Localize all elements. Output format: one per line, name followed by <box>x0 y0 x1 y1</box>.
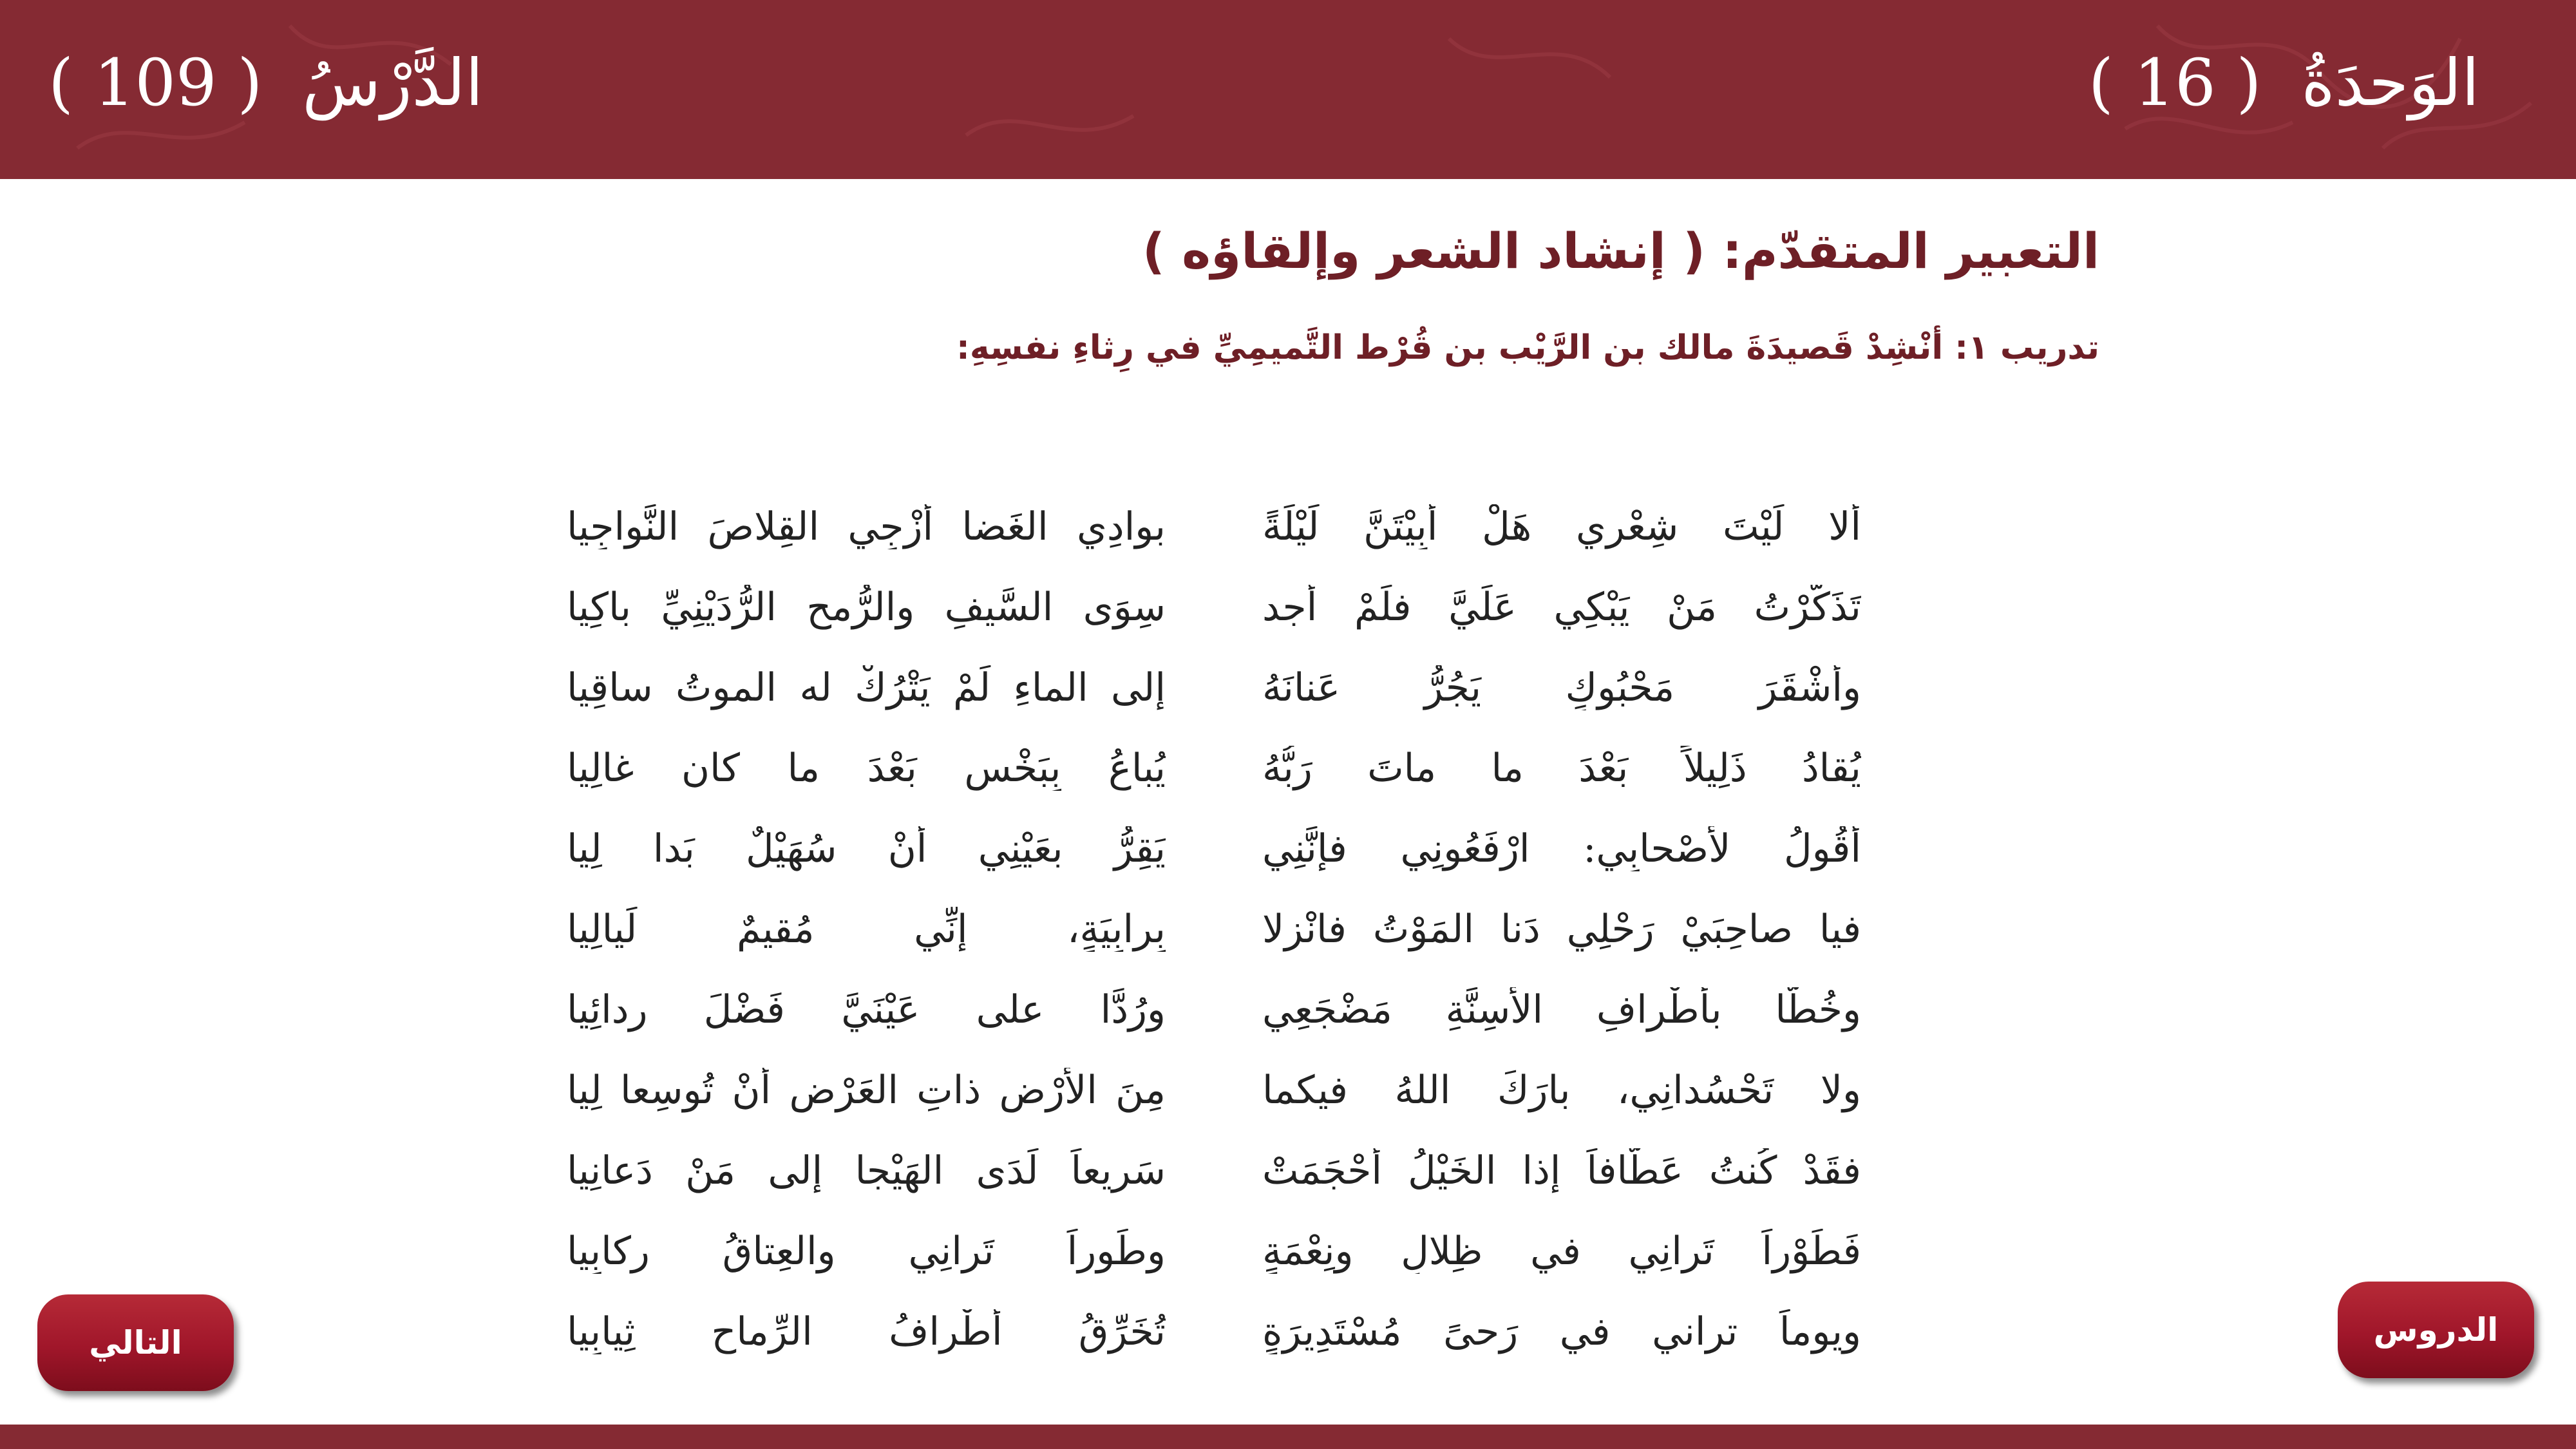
verse-row <box>567 728 1861 808</box>
verse-first-half: تَذَكَّرْتُ مَنْ يَبْكِي عَلَيَّ فلَمْ أجد <box>1262 584 1861 630</box>
verse-first-half: وخُطَّا بأَطْرافِ الأَسِنَّةِ مَضْجَعِي <box>1262 987 1861 1032</box>
page-title: التعبير المتقدّم: ( إنشاد الشعر وإلقاؤه ) <box>1142 222 2099 279</box>
verse-row <box>567 969 1861 1050</box>
verse-row <box>567 1130 1861 1211</box>
verse-row <box>567 486 1861 567</box>
lessons-button[interactable]: الدروس <box>2338 1282 2534 1378</box>
verse-second-half: يَقِرُّ بعَيْنِي أَنْ سُهَيْلٌ بَدا لِيا <box>567 826 1166 871</box>
verse-first-half: وأشْقَرَ مَحْبُوكٍ يَجُرُّ عَنانَهُ <box>1262 665 1861 710</box>
verse-row <box>567 647 1861 728</box>
header-bar <box>0 0 2576 179</box>
verse-first-half: يُقادُ ذَلِيلاً بَعْدَ ما ماتَ رَبُّهُ <box>1262 745 1861 791</box>
exercise-instruction: تدريب ١: أنْشِدْ قَصيدَةَ مالك بن الرَّيْب بن قُرْط التَّميمِيِّ في رِثاءِ نفسِهِ: <box>956 328 2099 367</box>
verse-row <box>567 1211 1861 1291</box>
verse-first-half: فَطَوْراً تَرانِي في ظِلالٍ ونِعْمَةٍ <box>1262 1228 1861 1274</box>
verse-second-half: تُخَرِّقُ أَطْرافُ الرِّماحِ ثِيابِيا <box>567 1309 1166 1354</box>
verse-second-half: إلى الماءِ لَمْ يَتْرُكْ له الموتُ ساقِيا <box>567 665 1166 710</box>
lesson-label: الدَّرْسُ <box>302 45 484 120</box>
verse-first-half: فيا صاحِبَيْ رَحْلِي دَنا المَوْتُ فانْزِلا <box>1262 906 1861 952</box>
verse-second-half: بِرابِيَةٍ، إنِّي مُقيمٌ لَيالِيا <box>567 906 1166 952</box>
poem <box>567 486 1861 1372</box>
verse-first-half: فقَدْ كُنتُ عَطَّافاً إذا الخَيْلُ أَحْجَمَتْ <box>1262 1148 1861 1193</box>
verse-row <box>567 889 1861 969</box>
verse-second-half: مِنَ الأَرْضِ ذاتِ العَرْضِ أنْ تُوسِعا لِيا <box>567 1067 1166 1113</box>
verse-second-half: ورُدَّا على عَيْنَيَّ فَضْلَ رِدائِيا <box>567 987 1166 1032</box>
verse-second-half: سَرِيعاً لَدَى الهَيْجا إلى مَنْ دَعانِيا <box>567 1148 1166 1193</box>
verse-first-half: أَقُولُ لأَصْحابِي: ارْفَعُونِي فإنَّنِي <box>1262 826 1861 871</box>
verse-row <box>567 567 1861 647</box>
verse-row <box>567 808 1861 889</box>
verse-row <box>567 1291 1861 1372</box>
verse-first-half: ويوماً تراني في رَحىً مُسْتَدِيرَةٍ <box>1262 1309 1861 1354</box>
verse-second-half: يُباعُ بِبَخْسٍ بَعْدَ ما كان غالِيا <box>567 745 1166 791</box>
next-button[interactable]: التالي <box>37 1294 234 1391</box>
footer-bar <box>0 1425 2576 1449</box>
lesson-number: ( 109 ) <box>48 45 263 120</box>
verse-first-half: ولا تَحْسُدانِي، بارَكَ اللهُ فيكما <box>1262 1067 1861 1113</box>
verse-second-half: سِوَى السَّيفِ والرُّمحِ الرُّدَيْنِيِّ باكِيا <box>567 584 1166 630</box>
lesson-heading <box>48 45 483 120</box>
unit-label: الوَحدَةُ <box>2301 45 2479 120</box>
verse-second-half: بوادِي الغَضا أُزْجِي القِلاصَ النَّواجِيا <box>567 504 1166 549</box>
unit-number: ( 16 ) <box>2088 45 2262 120</box>
verse-row <box>567 1050 1861 1130</box>
verse-first-half: ألا لَيْتَ شِعْرِي هَلْ أَبِيْتَنَّ لَيْلَةً <box>1262 504 1861 549</box>
unit-heading <box>2088 45 2479 120</box>
verse-second-half: وطَوراً تَرانِي والعِتاقُ رِكابِيا <box>567 1228 1166 1274</box>
